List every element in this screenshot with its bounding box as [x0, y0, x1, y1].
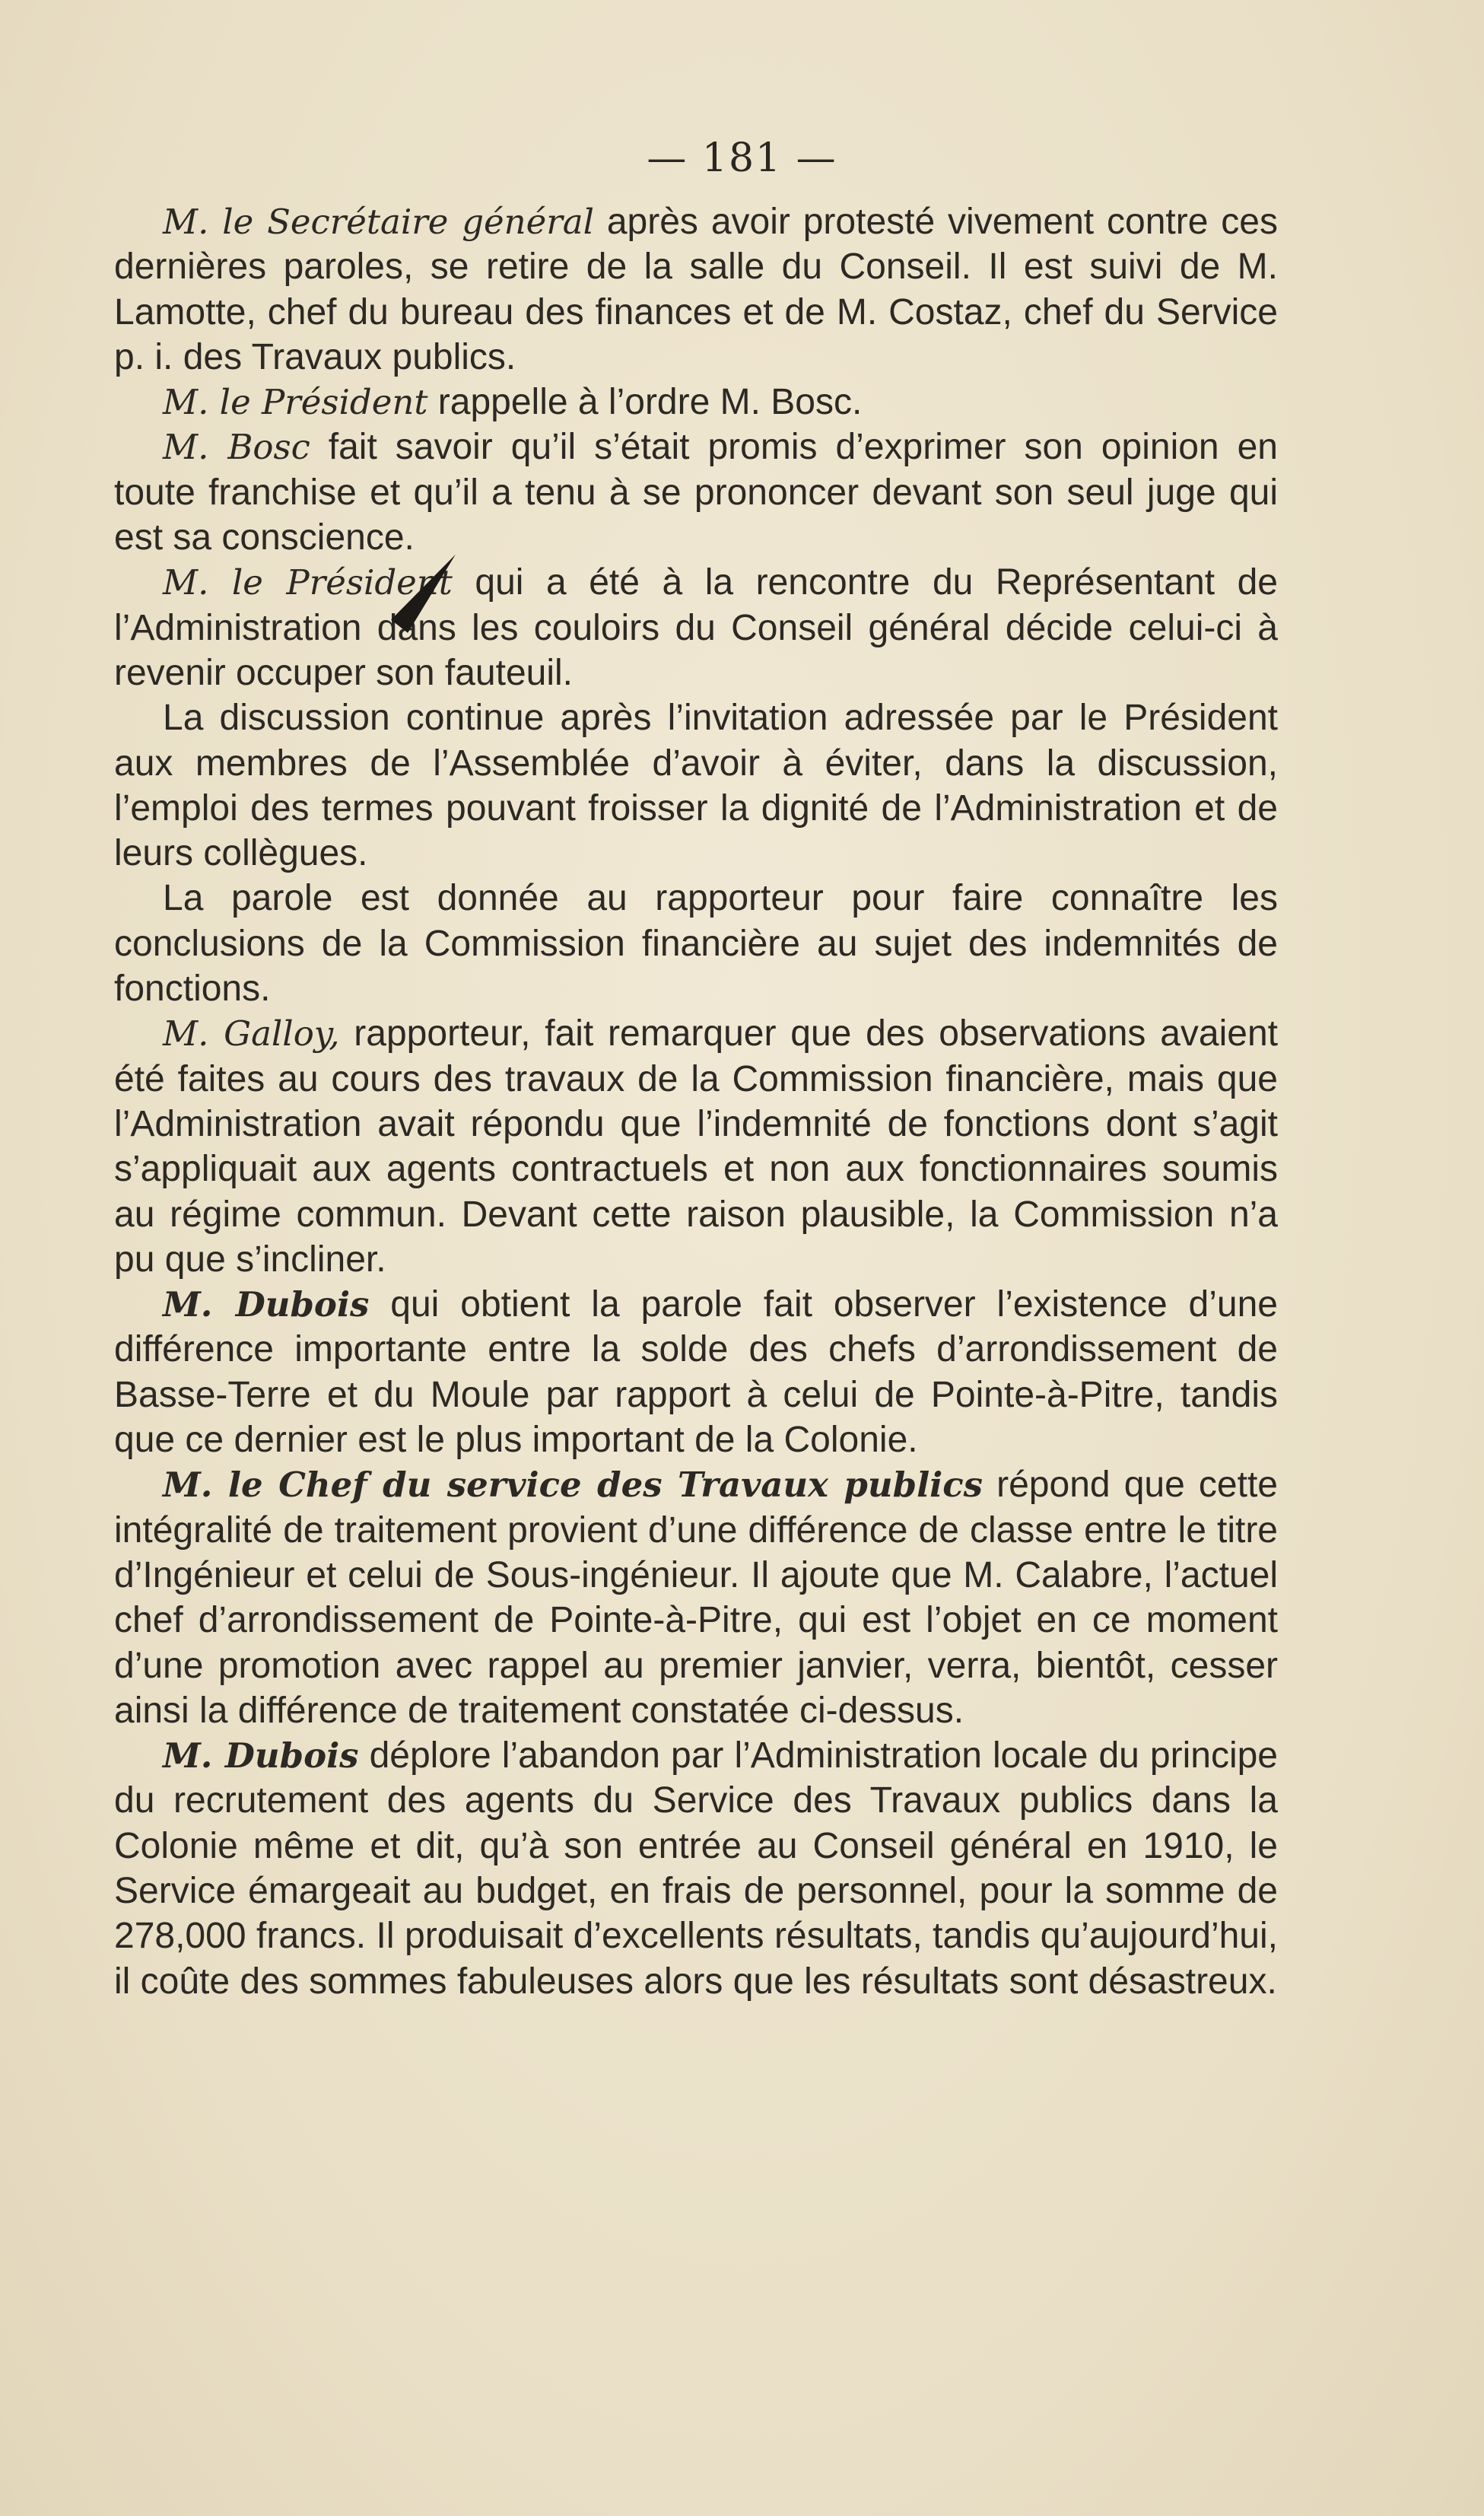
paragraph-5 — [114, 695, 1278, 876]
paragraph-text: répond que cette intégralité de traitement provient d’une différence de classe entre le titre d’Ingénieur et celui de Sous-ingénieur. Il ajoute que M. Calabre, l’actuel chef d’arrondissement de Pointe-à-Pitre, qui est l’objet en ce moment d’une promotion avec rappel au premier janvier, verra, bientôt, cesser ainsi la différence de traitement constatée ci-dessus. — [114, 1465, 1278, 1731]
speaker-name: M. Dubois — [163, 1735, 359, 1776]
paragraph-1 — [114, 199, 1278, 380]
speaker-name: M. le Président — [163, 382, 428, 423]
paragraph-text: rappelle à l’ordre M. Bosc. — [427, 382, 863, 423]
speaker-name: M. le Président — [163, 562, 453, 603]
paragraph-2 — [114, 380, 1278, 425]
paragraph-7 — [114, 1011, 1278, 1282]
speaker-name: M. Dubois — [163, 1284, 370, 1325]
paragraph-9 — [114, 1462, 1278, 1733]
paragraph-text: après avoir protesté vivement contre ces dernières paroles, se retire de la salle du Conseil. Il est suivi de M. Lamotte, chef du bureau des finances et de M. Costaz, chef du Service p. i. des Travaux publics. — [114, 202, 1278, 377]
paragraph-text: La parole est donnée au rapporteur pour faire connaître les conclusions de la Commission financière au sujet des indemnités de fonctions. — [114, 878, 1278, 1010]
speaker-name: M. le Secrétaire général — [163, 202, 594, 242]
speaker-name: M. Galloy, — [163, 1013, 340, 1054]
speaker-name: M. le Chef du service des Travaux publics — [163, 1465, 983, 1506]
paragraph-text: fait savoir qu’il s’était promis d’exprimer son opinion en toute franchise et qu’il a tenu à se prononcer devant son seul juge qui est sa conscience. — [114, 427, 1278, 558]
paragraph-text: La discussion continue après l’invitation adressée par le Président aux membres de l’Assemblée d’avoir à éviter, dans la discussion, l’emploi des termes pouvant froisser la dignité de l’Administration et de leurs collègues. — [114, 698, 1278, 874]
speaker-name: M. Bosc — [163, 427, 310, 468]
paragraph-4 — [114, 560, 1278, 695]
body-text — [114, 199, 1278, 2004]
page-number: — 181 — — [647, 135, 837, 181]
paragraph-3 — [114, 425, 1278, 560]
paragraph-text: rapporteur, fait remarquer que des observations avaient été faites au cours des travaux de la Commission financière, mais que l’Administration avait répondu que l’indemnité de fonctions dont s’agit s’appliquait aux agents contractuels et non aux fonctionnaires soumis au régime commun. Devant cette raison plausible, la Commission n’a pu que s’incliner. — [114, 1013, 1278, 1280]
paragraph-text: déplore l’abandon par l’Administration locale du principe du recrutement des agents du Service des Travaux publics dans la Colonie même et dit, qu’à son entrée au Conseil général en 1910, le Service émargeait au budget, en frais de personnel, pour la somme de 278,000 francs. Il produisait d’excellents résultats, tandis qu’aujourd’hui, il coûte des sommes fabuleuses alors que les résultats sont désastreux. — [114, 1735, 1279, 2002]
paragraph-10 — [114, 1733, 1278, 2004]
paragraph-text: qui obtient la parole fait observer l’existence d’une différence importante entre la solde des chefs d’arrondissement de Basse-Terre et du Moule par rapport à celui de Pointe-à-Pitre, tandis que ce dernier est le plus important de la Colonie. — [114, 1284, 1278, 1461]
paragraph-8 — [114, 1282, 1278, 1462]
paragraph-6 — [114, 876, 1278, 1011]
paragraph-text: qui a été à la rencontre du Représentant de l’Administration dans les couloirs du Conseil général décide celui-ci à revenir occuper son fauteuil. — [114, 562, 1279, 693]
